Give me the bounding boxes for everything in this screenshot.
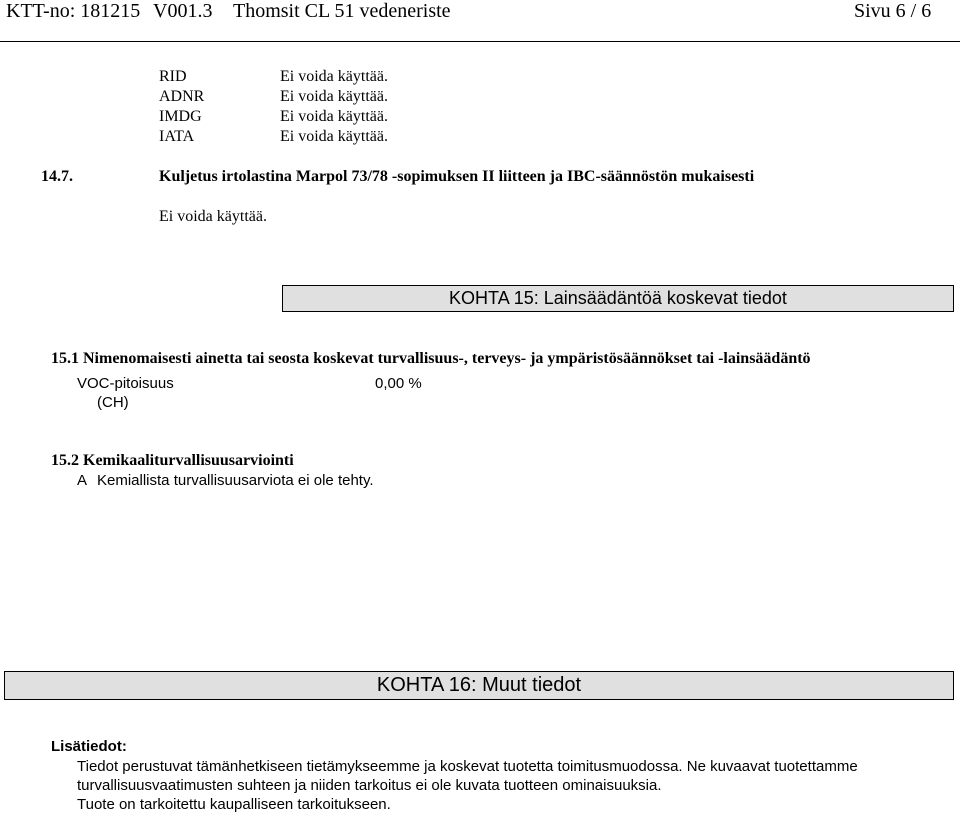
transport-value-rid: Ei voida käyttää. (280, 68, 388, 85)
section-15-title: KOHTA 15: Lainsäädäntöä koskevat tiedot (449, 288, 787, 308)
section-15-banner (282, 285, 954, 312)
additional-info-label: Lisätiedot: (51, 738, 127, 755)
header-divider (0, 41, 960, 42)
assessment-text: Kemiallista turvallisuusarviota ei ole tehty. (97, 472, 374, 489)
additional-info-line-2: turvallisuusvaatimusten suhteen ja niiden tarkoitus ei ole kuvata tuotteen ominaisuuksia. (77, 777, 662, 794)
product-name: Thomsit CL 51 vedeneriste (233, 0, 451, 22)
transport-mode-adnr: ADNR (159, 88, 205, 105)
transport-value-iata: Ei voida käyttää. (280, 128, 388, 145)
transport-value-imdg: Ei voida käyttää. (280, 108, 388, 125)
section-14-7-title: Kuljetus irtolastina Marpol 73/78 -sopimuksen II liitteen ja IBC-säännöstön mukaisesti (159, 168, 755, 185)
voc-country: (CH) (97, 394, 129, 411)
subsection-15-2-title: 15.2 Kemikaaliturvallisuusarviointi (51, 452, 294, 469)
document-id: KTT-no: 181215 (6, 0, 141, 22)
voc-label: VOC-pitoisuus (77, 375, 174, 392)
voc-value: 0,00 % (375, 375, 422, 392)
additional-info-line-3: Tuote on tarkoitettu kaupalliseen tarkoitukseen. (77, 796, 391, 813)
assessment-prefix: A (77, 472, 88, 489)
section-14-7-body: Ei voida käyttää. (159, 208, 267, 225)
document-version: V001.3 (153, 0, 213, 22)
subsection-15-1-title: 15.1 Nimenomaisesti ainetta tai seosta koskevat turvallisuus-, terveys- ja ympäristösäännökset tai -lainsäädäntö (51, 350, 811, 367)
additional-info-line-1: Tiedot perustuvat tämänhetkiseen tietämykseemme ja koskevat tuotetta toimitusmuodossa. Ne kuvaavat tuotettamme (77, 758, 858, 775)
section-14-7-number: 14.7. (41, 168, 73, 185)
transport-mode-iata: IATA (159, 128, 195, 145)
section-16-banner (4, 671, 954, 700)
transport-value-adnr: Ei voida käyttää. (280, 88, 388, 105)
transport-mode-rid: RID (159, 68, 187, 85)
transport-mode-imdg: IMDG (159, 108, 202, 125)
section-16-title: KOHTA 16: Muut tiedot (376, 674, 582, 696)
page-number: Sivu 6 / 6 (854, 0, 932, 22)
